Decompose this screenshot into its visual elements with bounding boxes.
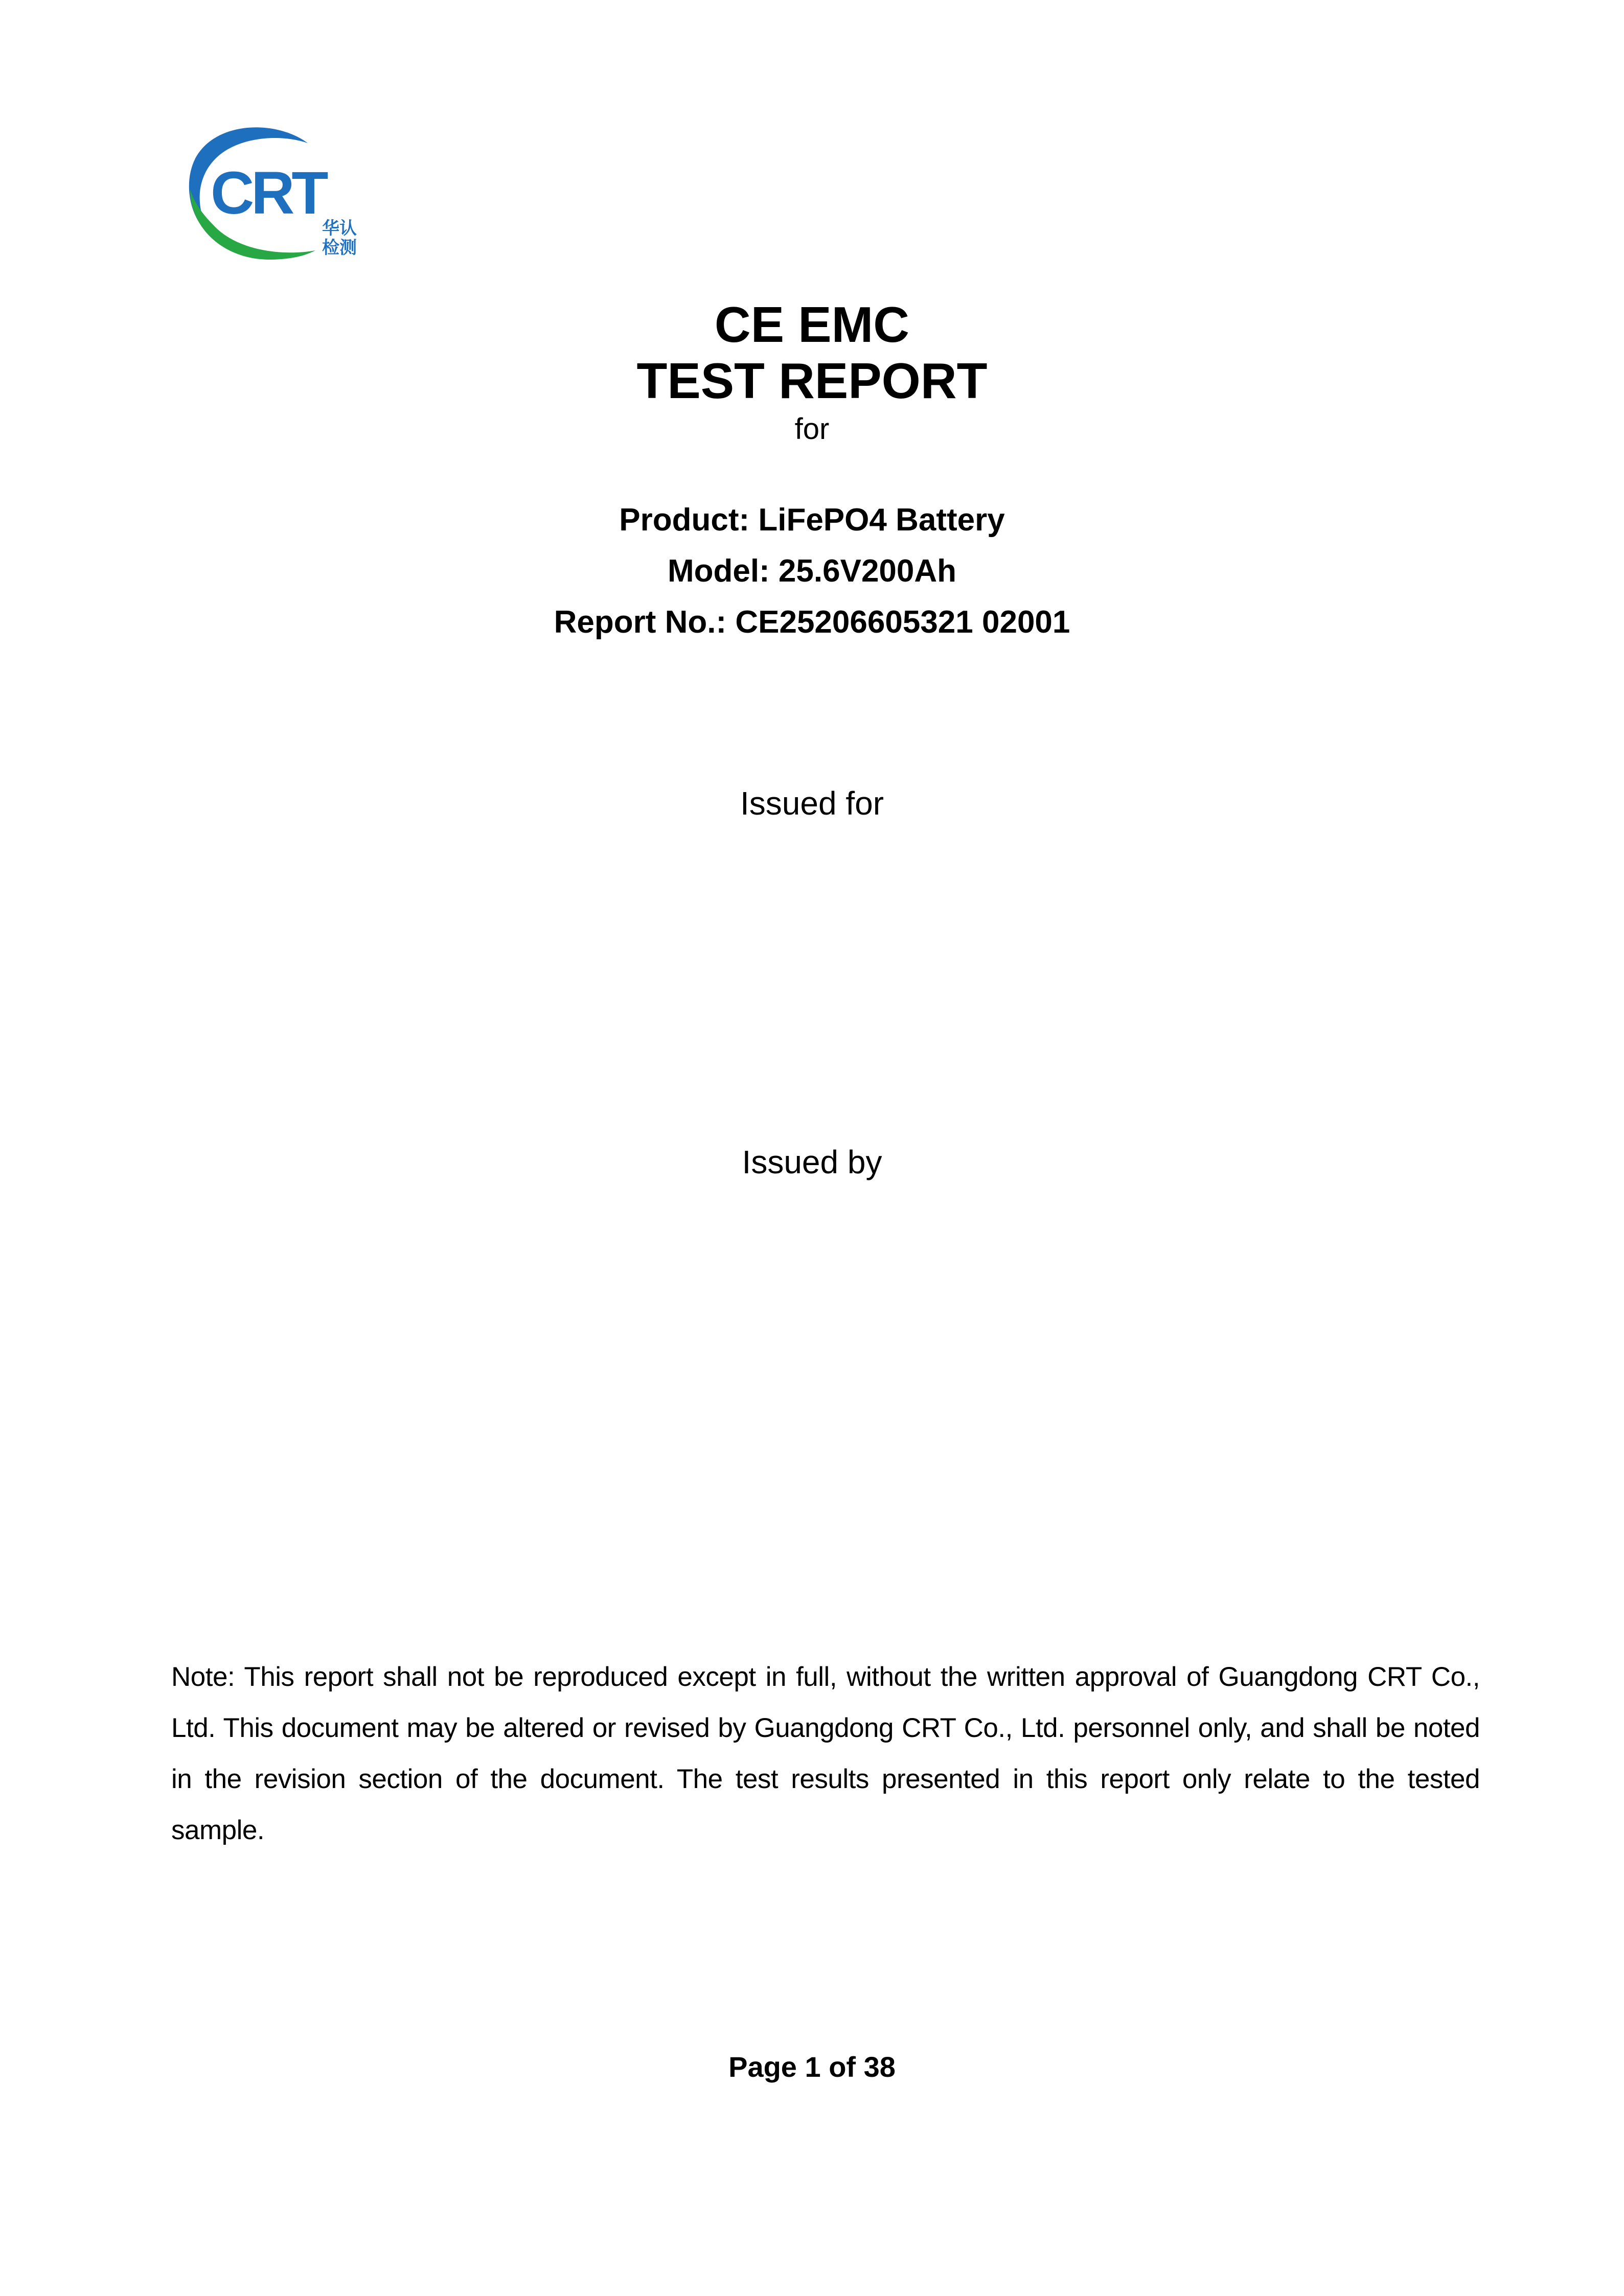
report-for-label: for	[794, 412, 830, 446]
logo-text: CRT	[211, 159, 326, 227]
crt-logo	[180, 123, 379, 263]
report-number-line: Report No.: CE25206605321 02001	[554, 605, 1070, 640]
report-title-line-1: CE EMC	[714, 296, 910, 353]
model-line: Model: 25.6V200Ah	[667, 553, 957, 589]
page-number: Page 1 of 38	[728, 2051, 896, 2083]
logo-subtext-1: 华认	[322, 218, 357, 239]
issued-for-label: Issued for	[740, 785, 884, 822]
product-line: Product: LiFePO4 Battery	[619, 502, 1005, 538]
logo-subtext-2: 检测	[322, 238, 357, 258]
report-title-line-2: TEST REPORT	[636, 353, 988, 409]
issued-by-label: Issued by	[742, 1144, 882, 1180]
report-note: Note: This report shall not be reproduced except in full, without the written approval of Guangdong CRT Co., Ltd. This document may be altered or revised by Guangdong CRT Co., Ltd. personnel only, and shall be noted in the revision section of the document. The test results presented in this report only relate to the tested sample.	[171, 1662, 1480, 1845]
